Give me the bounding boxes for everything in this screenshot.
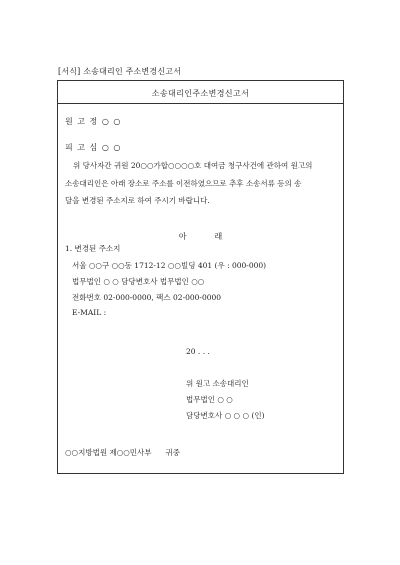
email-line: E-MAIL : <box>72 308 107 317</box>
defendant-line: 피 고 심 ○ ○ <box>65 143 122 152</box>
title-divider <box>58 103 343 104</box>
notice-heading-left: 아 <box>178 232 187 241</box>
notice-heading <box>58 231 343 242</box>
body-line: 소송대리인은 아래 장소로 주소를 이전하였으므로 추후 소송서류 등의 송 <box>65 178 302 188</box>
court-addressee <box>65 447 180 458</box>
body-line: 달을 변경된 주소지로 하여 주시기 바랍니다. <box>65 196 210 205</box>
document-frame <box>57 80 344 474</box>
form-caption: [서식] 소송대리인 주소변경신고서 <box>58 67 182 76</box>
notice-body <box>65 157 335 210</box>
section-label: 1. 변경된 주소지 <box>65 244 121 253</box>
contact-line: 전화번호 02-000-0000, 팩스 02-000-0000 <box>72 293 222 302</box>
plaintiff-line: 원 고 정 ○ ○ <box>65 117 122 126</box>
court-suffix: 귀중 <box>165 448 181 457</box>
court-name: ○○지방법원 제○○민사부 <box>65 448 152 457</box>
document-title: 소송대리인주소변경신고서 <box>151 89 250 98</box>
date-line: 20 . . . <box>186 347 210 356</box>
firm-line: 법무법인 ○ ○ 담당변호사 법무법인 ○○ <box>72 277 205 286</box>
signature-line: 위 원고 소송대리인 <box>186 379 249 388</box>
notice-heading-right: 래 <box>214 232 223 241</box>
signature-line: 담당변호사 ○ ○ ○ (인) <box>186 411 265 420</box>
body-line: 위 당사자간 귀원 20○○가합○○○○호 대여금 청구사건에 관하여 원고의 <box>73 161 313 170</box>
signature-line: 법무법인 ○ ○ <box>186 395 233 404</box>
address-line: 서울 ○○구 ○○동 1712-12 ○○빌딩 401 (우 : 000-000) <box>72 261 267 270</box>
